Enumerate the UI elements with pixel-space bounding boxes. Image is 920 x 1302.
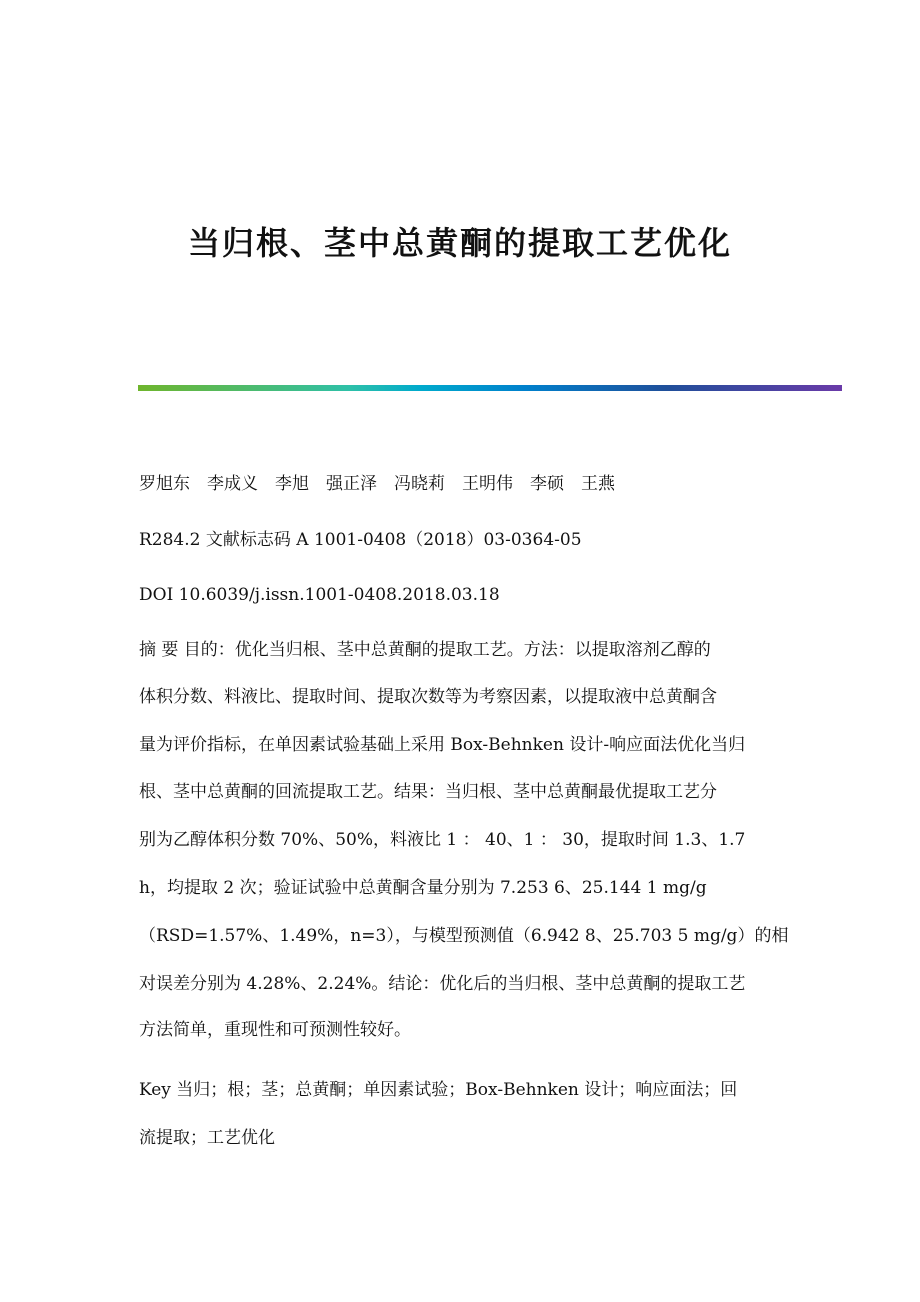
abstract-line: （RSD=1.57%、1.49%，n=3），与模型预测值（6.942 8、25.703 5 mg/g）的相 (139, 926, 789, 946)
title-divider-bar (138, 385, 842, 391)
abstract-line: 根、茎中总黄酮的回流提取工艺。结果：当归根、茎中总黄酮最优提取工艺分 (139, 782, 717, 802)
abstract-line: 体积分数、料液比、提取时间、提取次数等为考察因素，以提取液中总黄酮含 (139, 687, 717, 707)
abstract-line: 对误差分别为 4.28%、2.24%。结论：优化后的当归根、茎中总黄酮的提取工艺 (139, 974, 746, 994)
classification: R284.2 文献标志码 A 1001-0408（2018）03-0364-05 (139, 530, 582, 550)
abstract-line: 摘 要 目的：优化当归根、茎中总黄酮的提取工艺。方法：以提取溶剂乙醇的 (139, 640, 711, 660)
abstract-line: 别为乙醇体积分数 70%、50%，料液比 1 ： 40、1 ： 30，提取时间 1.3、1.7 (139, 830, 746, 850)
keywords-line: Key 当归；根；茎；总黄酮；单因素试验；Box-Behnken 设计；响应面法；回 (139, 1080, 738, 1100)
abstract-line: 量为评价指标，在单因素试验基础上采用 Box-Behnken 设计-响应面法优化当归 (139, 735, 746, 755)
keywords-line: 流提取；工艺优化 (139, 1128, 275, 1148)
abstract-line: 方法简单，重现性和可预测性较好。 (139, 1020, 411, 1040)
doi: DOI 10.6039/j.issn.1001-0408.2018.03.18 (139, 585, 500, 605)
abstract-line: h，均提取 2 次；验证试验中总黄酮含量分别为 7.253 6、25.144 1 mg/g (139, 878, 707, 898)
article-title: 当归根、茎中总黄酮的提取工艺优化 (187, 224, 732, 262)
authors: 罗旭东 李成义 李旭 强正泽 冯晓莉 王明伟 李硕 王燕 (139, 474, 615, 494)
